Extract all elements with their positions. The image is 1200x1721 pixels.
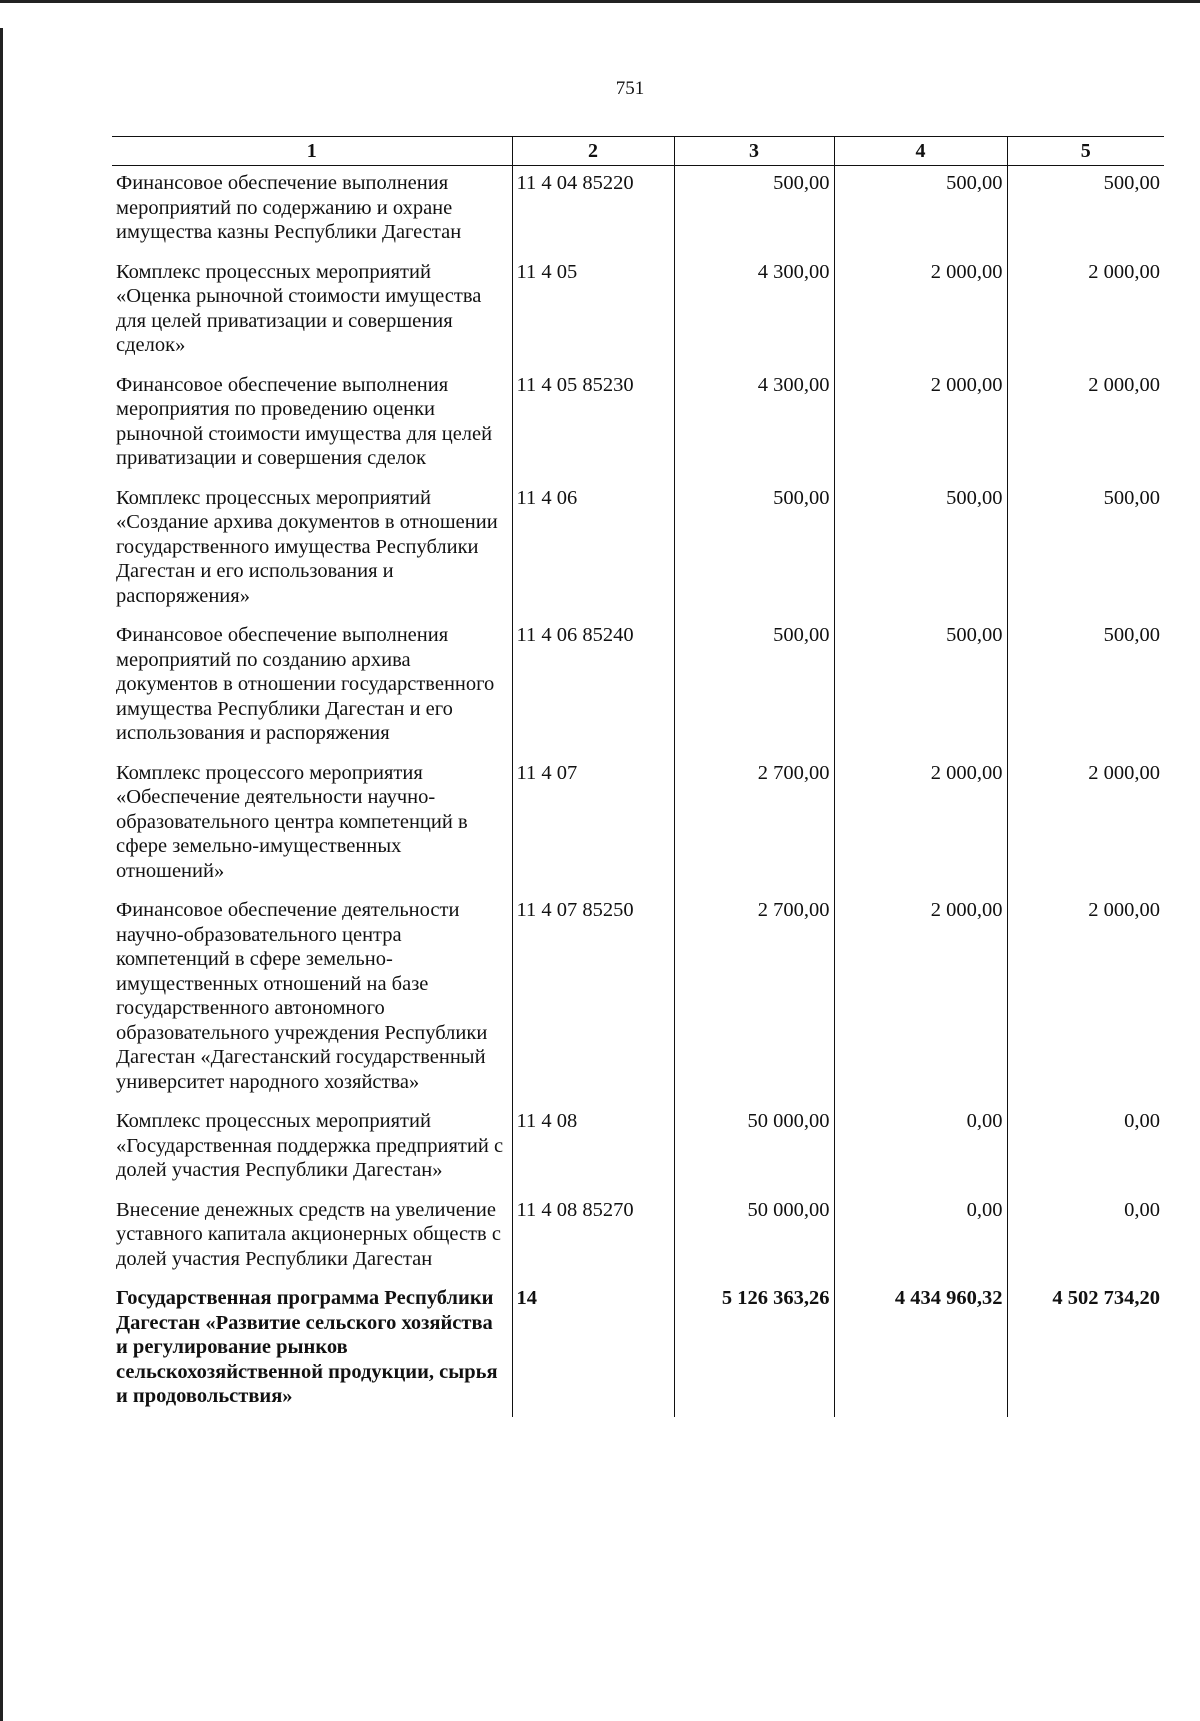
scan-edge-left	[0, 28, 3, 1721]
row-value-col3: 5 126 363,26	[674, 1281, 834, 1417]
row-code: 14	[512, 1281, 674, 1417]
row-value-col5: 4 502 734,20	[1007, 1281, 1164, 1417]
row-name: Комплекс процессных мероприятий «Оценка рыночной стоимости имущества для целей приватизации и совершения сделок»	[116, 260, 482, 356]
row-value-col3: 2 700,00	[674, 756, 834, 894]
table-row	[112, 481, 1164, 619]
row-code: 11 4 05	[512, 255, 674, 368]
column-header-4: 4	[834, 137, 1007, 166]
table-row-program-total	[112, 1281, 1164, 1417]
row-name: Комплекс процессных мероприятий «Государственная поддержка предприятий с долей участия Республики Дагестан»	[116, 1110, 504, 1181]
row-value-col5: 500,00	[1007, 481, 1164, 619]
row-code: 11 4 04 85220	[512, 166, 674, 255]
table-row	[112, 166, 1164, 255]
row-name: Внесение денежных средств на увеличение уставного капитала акционерных обществ с долей участия Республики Дагестан	[116, 1198, 501, 1270]
table-header	[112, 137, 1164, 166]
header-row	[112, 137, 1164, 166]
row-value-col4: 500,00	[834, 618, 1007, 756]
column-header-5: 5	[1007, 137, 1164, 166]
row-value-col4: 2 000,00	[834, 893, 1007, 1104]
row-value-col5: 0,00	[1007, 1104, 1164, 1193]
table-row	[112, 368, 1164, 481]
table-row	[112, 618, 1164, 756]
budget-table	[112, 136, 1164, 1417]
table-row	[112, 756, 1164, 894]
row-value-col5: 2 000,00	[1007, 893, 1164, 1104]
row-name: Комплекс процессных мероприятий «Создание архива документов в отношении государственного имущества Республики Дагестан и его использования и распоряжения»	[116, 486, 498, 607]
row-value-col4: 0,00	[834, 1104, 1007, 1193]
row-value-col5: 500,00	[1007, 618, 1164, 756]
column-header-1: 1	[112, 137, 512, 166]
row-name: Финансовое обеспечение деятельности научно-образовательного центра компетенций в сфере земельно-имущественных отношений на базе государственного автономного образовательного учреждения Республики Дагестан «Дагестанский государственный университет народного хозяйства»	[116, 899, 488, 1093]
row-name: Финансовое обеспечение выполнения мероприятия по проведению оценки рыночной стоимости имущества для целей приватизации и совершения сделок	[116, 373, 493, 469]
row-name: Комплекс процессого мероприятия «Обеспечение деятельности научно-образовательного центра компетенций в сфере земельно-имущественных отношений»	[116, 761, 468, 882]
row-value-col4: 2 000,00	[834, 255, 1007, 368]
row-code: 11 4 06	[512, 481, 674, 619]
row-code: 11 4 07	[512, 756, 674, 894]
row-code: 11 4 06 85240	[512, 618, 674, 756]
row-code: 11 4 05 85230	[512, 368, 674, 481]
row-value-col5: 0,00	[1007, 1193, 1164, 1282]
row-value-col5: 500,00	[1007, 166, 1164, 255]
row-value-col3: 4 300,00	[674, 368, 834, 481]
row-value-col3: 500,00	[674, 618, 834, 756]
column-header-3: 3	[674, 137, 834, 166]
row-code: 11 4 08	[512, 1104, 674, 1193]
scan-edge-top	[0, 0, 1200, 3]
row-name: Финансовое обеспечение выполнения мероприятий по содержанию и охране имущества казны Республики Дагестан	[116, 172, 462, 243]
row-value-col5: 2 000,00	[1007, 255, 1164, 368]
row-value-col4: 0,00	[834, 1193, 1007, 1282]
row-value-col5: 2 000,00	[1007, 756, 1164, 894]
row-value-col3: 50 000,00	[674, 1193, 834, 1282]
column-header-2: 2	[512, 137, 674, 166]
table-row	[112, 1193, 1164, 1282]
row-code: 11 4 08 85270	[512, 1193, 674, 1282]
row-value-col4: 2 000,00	[834, 368, 1007, 481]
row-value-col3: 500,00	[674, 166, 834, 255]
row-code: 11 4 07 85250	[512, 893, 674, 1104]
table-body	[112, 166, 1164, 1417]
row-name: Финансовое обеспечение выполнения мероприятий по созданию архива документов в отношении государственного имущества Республики Дагестан и его использования и распоряжения	[116, 624, 495, 744]
row-value-col3: 2 700,00	[674, 893, 834, 1104]
row-value-col5: 2 000,00	[1007, 368, 1164, 481]
table-row	[112, 255, 1164, 368]
row-value-col4: 500,00	[834, 481, 1007, 619]
row-value-col3: 50 000,00	[674, 1104, 834, 1193]
row-value-col4: 4 434 960,32	[834, 1281, 1007, 1417]
row-value-col3: 4 300,00	[674, 255, 834, 368]
row-name: Государственная программа Республики Дагестан «Развитие сельского хозяйства и регулирование рынков сельскохозяйственной продукции, сырья и продовольствия»	[116, 1287, 498, 1407]
row-value-col4: 2 000,00	[834, 756, 1007, 894]
row-value-col4: 500,00	[834, 166, 1007, 255]
table-row	[112, 1104, 1164, 1193]
table-row	[112, 893, 1164, 1104]
page-number: 751	[615, 78, 645, 99]
row-value-col3: 500,00	[674, 481, 834, 619]
